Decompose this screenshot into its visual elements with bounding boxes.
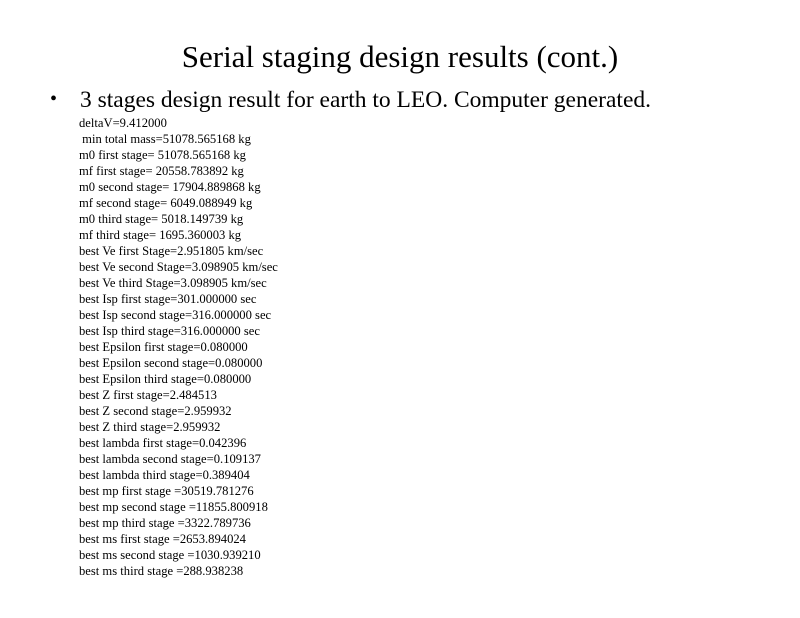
result-line: best Ve first Stage=2.951805 km/sec — [79, 244, 264, 258]
result-line: best ms third stage =288.938238 — [79, 564, 244, 578]
result-line: best lambda third stage=0.389404 — [79, 468, 250, 482]
result-line: best Z second stage=2.959932 — [79, 404, 232, 418]
result-line: best Ve third Stage=3.098905 km/sec — [79, 276, 267, 290]
result-line: best mp first stage =30519.781276 — [79, 484, 254, 498]
result-line: best lambda first stage=0.042396 — [79, 436, 247, 450]
result-line: best ms second stage =1030.939210 — [79, 548, 261, 562]
result-line: best Isp second stage=316.000000 sec — [79, 308, 272, 322]
results-list — [79, 115, 278, 579]
result-line: mf third stage= 1695.360003 kg — [79, 228, 242, 242]
result-line: best Isp third stage=316.000000 sec — [79, 324, 260, 338]
result-line: best Epsilon first stage=0.080000 — [79, 340, 248, 354]
result-line: best Isp first stage=301.000000 sec — [79, 292, 257, 306]
bullet-icon: • — [50, 88, 58, 110]
slide-title: Serial staging design results (cont.) — [181, 39, 619, 74]
result-line: min total mass=51078.565168 kg — [79, 132, 251, 146]
result-line: best Epsilon third stage=0.080000 — [79, 372, 252, 386]
result-line: m0 third stage= 5018.149739 kg — [79, 212, 244, 226]
result-line: mf second stage= 6049.088949 kg — [79, 196, 253, 210]
result-line: best Ve second Stage=3.098905 km/sec — [79, 260, 278, 274]
result-line: best Z first stage=2.484513 — [79, 388, 217, 402]
result-line: best Z third stage=2.959932 — [79, 420, 221, 434]
result-line: best mp second stage =11855.800918 — [79, 500, 268, 514]
result-line: m0 second stage= 17904.889868 kg — [79, 180, 261, 194]
result-line: mf first stage= 20558.783892 kg — [79, 164, 244, 178]
bullet-text: 3 stages design result for earth to LEO. Computer generated. — [80, 87, 652, 113]
result-line: deltaV=9.412000 — [79, 116, 167, 130]
result-line: best ms first stage =2653.894024 — [79, 532, 246, 546]
result-line: best lambda second stage=0.109137 — [79, 452, 261, 466]
result-line: m0 first stage= 51078.565168 kg — [79, 148, 246, 162]
result-line: best mp third stage =3322.789736 — [79, 516, 251, 530]
result-line: best Epsilon second stage=0.080000 — [79, 356, 263, 370]
